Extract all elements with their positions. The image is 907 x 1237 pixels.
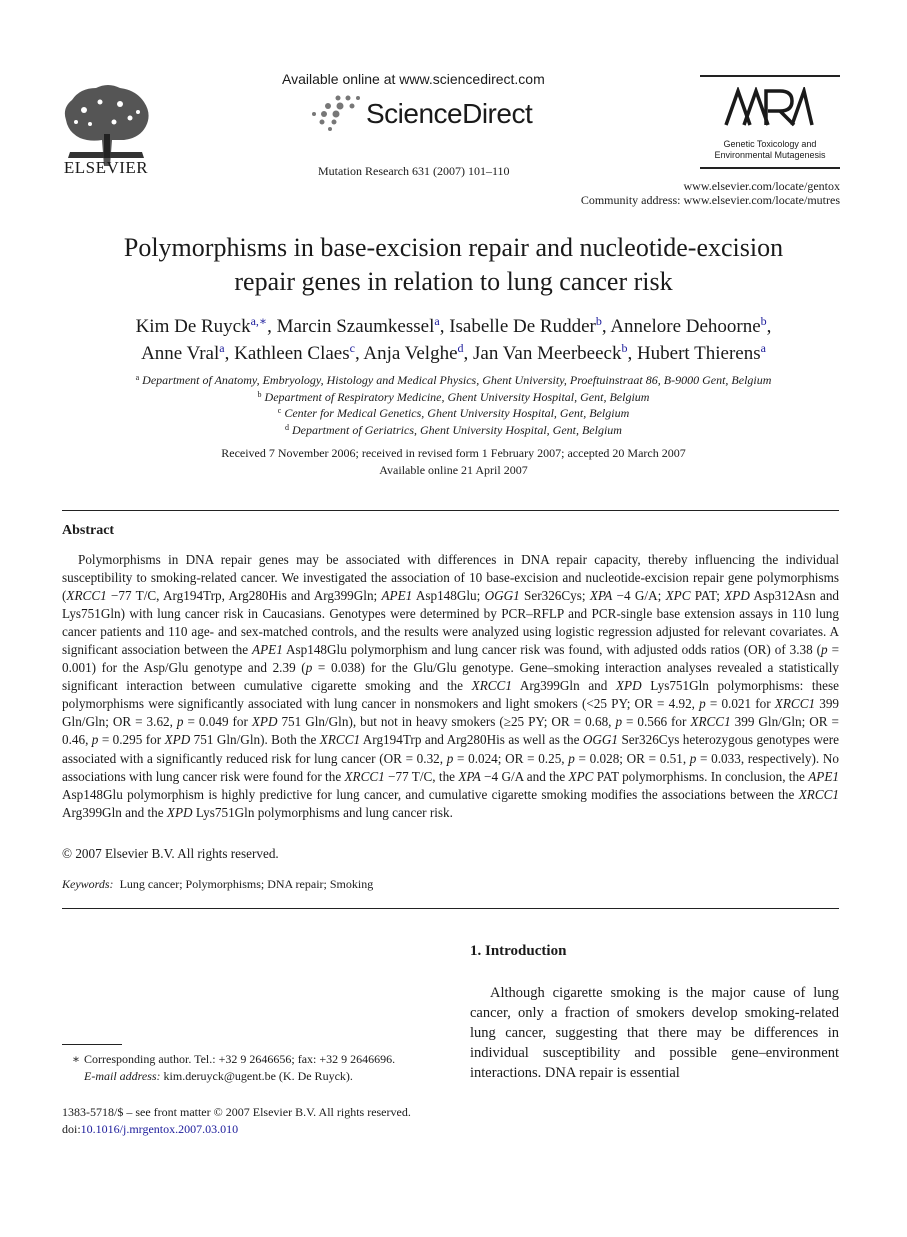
author-name: Anne Vral [141,343,220,364]
divider-bottom [62,908,839,909]
abstract-copyright: © 2007 Elsevier B.V. All rights reserved. [62,846,279,861]
logo-rule-bottom [700,167,840,169]
community-url-link[interactable]: Community address: www.elsevier.com/locate/mutres [580,193,840,207]
abstract-body: Polymorphisms in DNA repair genes may be associated with differences in DNA repair capacity, thereby influencing the individual susceptibility to smoking-related cancer. We investigated the association of 10 base-excision and nucleotide-excision repair gene polymorphisms (XRCC1 −77 T/C, Arg194Trp, Arg280His and Arg399Gln; APE1 Asp148Glu; OGG1 Ser326Cys; XPA −4 G/A; XPC PAT; XPD Asp312Asn and Lys751Gln) with lung cancer risk in Caucasians. Genotypes were determined by PCR–RFLP and PCR-single base extension assays in 110 lung cancer patients and 110 age- and sex-matched controls, and the results were analyzed using logistic regression adjusted for relevant covariates. A significant association between the APE1 Asp148Glu polymorphism and lung cancer risk was found, with adjusted odds ratios (OR) of 3.38 (p = 0.001) for the Asp/Glu genotype and 2.39 (p = 0.038) for the Glu/Glu genotype. Gene–smoking interaction analyses revealed a statistically significant interaction between cumulative cigarette smoking and the XRCC1 Arg399Gln and XPD Lys751Gln polymorphisms: these polymorphisms were significantly associated with lung cancer in nonsmokers and light smokers (<25 PY; OR = 4.92, p = 0.021 for XRCC1 399 Gln/Gln; OR = 3.62, p = 0.049 for XPD 751 Gln/Gln), but not in heavy smokers (≥25 PY; OR = 0.68, p = 0.566 for XRCC1 399 Gln/Gln; OR = 0.46, p = 0.295 for XPD 751 Gln/Gln). Both the XRCC1 Arg194Trp and Arg280His as well as the OGG1 Ser326Cys heterozygous genotypes were associated with a significantly reduced risk for lung cancer (OR = 0.32, p = 0.024; OR = 0.25, p = 0.028; OR = 0.51, p = 0.033, respectively). No associations with lung cancer risk were found for the XRCC1 −77 T/C, the XPA −4 G/A and the XPC PAT polymorphisms. In conclusion, the APE1 Asp148Glu polymorphism is highly predictive for lung cancer, and cumulative cigarette smoking modifies the associations between the XRCC1 Arg399Gln and the XPD Lys751Gln polymorphisms and lung cancer risk. [62,552,840,820]
author-affiliation-mark[interactable]: a [760,341,766,355]
received-dates: Received 7 November 2006; received in revised form 1 February 2007; accepted 20 March 2007 [221,446,686,460]
mr-caption-line1: Genetic Toxicology and [723,139,817,149]
abstract-heading: Abstract [62,523,115,538]
journal-citation: Mutation Research 631 (2007) 101–110 [318,164,510,178]
author-name: Marcin Szaumkessel [276,316,435,337]
corresponding-author-footnote: ∗ Corresponding author. Tel.: +32 9 2646656; fax: +32 9 2646696. E-mail address: kim.deruyck@ugent.be (K. De Ruyck). [62,1051,395,1085]
front-matter [62,1104,411,1138]
footnote-star: ∗ [71,1052,80,1066]
mr-caption-line2: Environmental Mutagenesis [714,150,826,160]
author-list [40,313,867,367]
article-title [0,231,907,299]
corresponding-contact: Corresponding author. Tel.: +32 9 2646656; fax: +32 9 2646696. [84,1052,396,1066]
elsevier-wordmark: ELSEVIER [63,158,149,177]
author-name: Kathleen Claes [234,343,350,364]
mutation-research-caption [700,139,840,161]
email-label: E-mail address: [84,1069,161,1083]
affiliation-item: $^c$ Center for Medical Genetics, Ghent University Hospital, Gent, Belgium [277,406,630,420]
sciencedirect-dots-icon [308,94,364,132]
author-affiliation-mark[interactable]: b [621,341,628,355]
introduction-body [470,983,839,1083]
affiliation-list [0,372,907,438]
title-line2: repair genes in relation to lung cancer risk [234,267,673,296]
affiliation-item: $^a$ Department of Anatomy, Embryology, Histology and Medical Physics, Ghent University, Proeftuinstraat 86, B-9000 Gent, Belgium [135,373,772,387]
issn-line: 1383-5718/$ – see front matter © 2007 Elsevier B.V. All rights reserved. [62,1105,411,1119]
keywords-list: Lung cancer; Polymorphisms; DNA repair; Smoking [119,877,374,891]
author-affiliation-mark[interactable]: b [760,314,767,328]
affiliation-item: $^d$ Department of Geriatrics, Ghent University Hospital, Gent, Belgium [285,422,622,437]
author-name: Jan Van Meerbeeck [473,343,622,364]
keywords [62,877,373,892]
doi-label: doi: [62,1122,81,1136]
available-online-date: Available online 21 April 2007 [379,462,528,477]
author-name: Annelore Dehoorne [610,316,761,337]
sciencedirect-wordmark: ScienceDirect [366,98,533,129]
section-heading-introduction: 1. Introduction [470,943,567,959]
author-affiliation-mark[interactable]: a [219,341,225,355]
email-link[interactable]: kim.deruyck@ugent.be [163,1069,276,1083]
author-affiliation-mark[interactable]: a,∗ [250,314,268,328]
journal-url-link[interactable]: www.elsevier.com/locate/gentox [683,179,840,193]
title-line1: Polymorphisms in base-excision repair and nucleotide-excision [123,233,784,262]
author-name: Anja Velghe [363,343,458,364]
author-name: Kim De Ruyck [135,316,251,337]
article-history [0,445,907,478]
affiliation-item: $^b$ Department of Respiratory Medicine, Ghent University Hospital, Gent, Belgium [257,389,650,404]
author-affiliation-mark[interactable]: c [349,341,355,355]
author-affiliation-mark[interactable]: b [595,314,602,328]
author-name: Hubert Thierens [636,343,761,364]
introduction-paragraph: Although cigarette smoking is the major cause of lung cancer, only a fraction of smokers develop smoking-related lung cancer, suggesting that there may be differences in individual susceptibility and possible gene–environment interactions. DNA repair is essential [470,985,839,1081]
mutation-research-logo [722,87,814,127]
footnote-rule [62,1044,122,1045]
author-affiliation-mark[interactable]: a [434,314,440,328]
keywords-label: Keywords: [62,877,114,891]
doi-link[interactable]: 10.1016/j.mrgentox.2007.03.010 [80,1122,239,1136]
available-online-notice: Available online at www.sciencedirect.com [282,71,545,87]
author-affiliation-mark[interactable]: d [457,341,464,355]
author-name: Isabelle De Rudder [449,316,596,337]
divider-top [62,510,839,511]
author-line1: Kim De Ruyck$^{a,∗}$, Marcin Szaumkessel$^a$, Isabelle De Rudder$^b$, Annelore Dehoorne$^b$, [135,314,772,337]
logo-rule-top [700,75,840,77]
author-line2: Anne Vral$^a$, Kathleen Claes$^c$, Anja Velghe$^d$, Jan Van Meerbeeck$^b$, Hubert Thierens$^a$ [141,341,766,364]
